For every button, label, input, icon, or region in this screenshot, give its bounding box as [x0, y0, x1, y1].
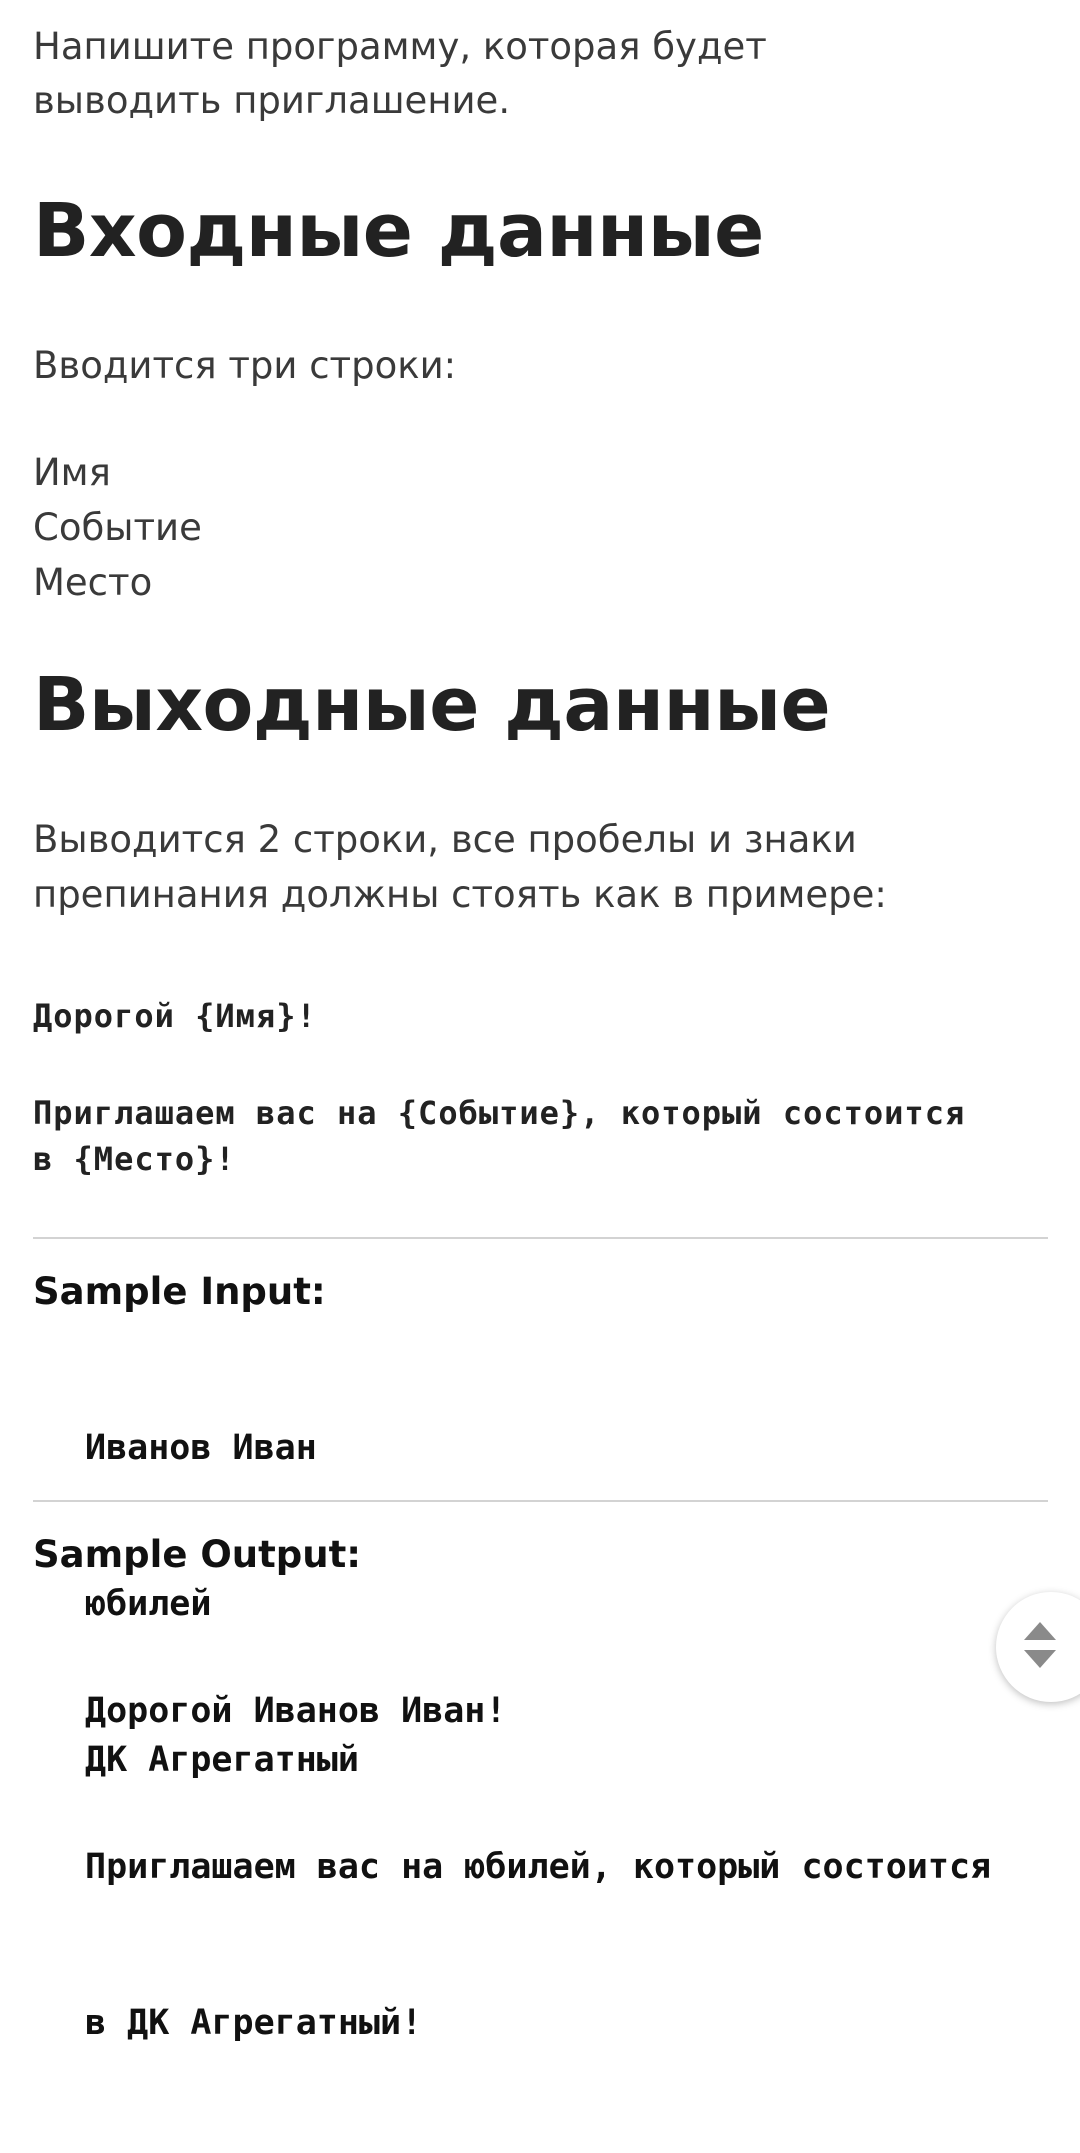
sample-output-block — [85, 1581, 991, 2153]
input-item-name: Имя — [33, 451, 111, 494]
sample-output-line: Дорогой Иванов Иван! — [85, 1691, 507, 1731]
sample-input-line: Иванов Иван — [85, 1428, 317, 1468]
input-items-list — [33, 445, 202, 610]
input-description: Вводится три строки: — [33, 344, 457, 387]
output-heading: Выходные данные — [33, 662, 831, 748]
sample-input-line: ДК Агрегатный — [85, 1740, 359, 1780]
input-heading: Входные данные — [33, 188, 764, 274]
divider — [33, 1500, 1048, 1502]
intro-line-1: Напишите программу, которая будет — [33, 25, 767, 68]
output-template-line-2a: Приглашаем вас на {Событие}, который состоится — [33, 1094, 966, 1132]
intro-line-2: выводить приглашение. — [33, 79, 511, 122]
sample-input-label: Sample Input: — [33, 1270, 326, 1313]
output-description — [33, 812, 887, 922]
divider — [33, 1237, 1048, 1239]
output-template-line-2b: в {Место}! — [33, 1140, 236, 1178]
sample-output-label: Sample Output: — [33, 1533, 362, 1576]
output-description-line-2: препинания должны стоять как в примере: — [33, 873, 887, 916]
input-item-place: Место — [33, 561, 153, 604]
output-description-line-1: Выводится 2 строки, все пробелы и знаки — [33, 818, 857, 861]
scroll-button[interactable] — [996, 1592, 1080, 1702]
input-item-event: Событие — [33, 506, 202, 549]
scroll-up-down-icon — [1018, 1620, 1062, 1670]
intro-text — [33, 20, 767, 128]
sample-input-line: юбилей — [85, 1584, 212, 1624]
output-template-line-1: Дорогой {Имя}! — [33, 997, 317, 1035]
sample-output-line: в ДК Агрегатный! — [85, 2003, 423, 2043]
sample-output-line: Приглашаем вас на юбилей, который состоится — [85, 1847, 992, 1887]
